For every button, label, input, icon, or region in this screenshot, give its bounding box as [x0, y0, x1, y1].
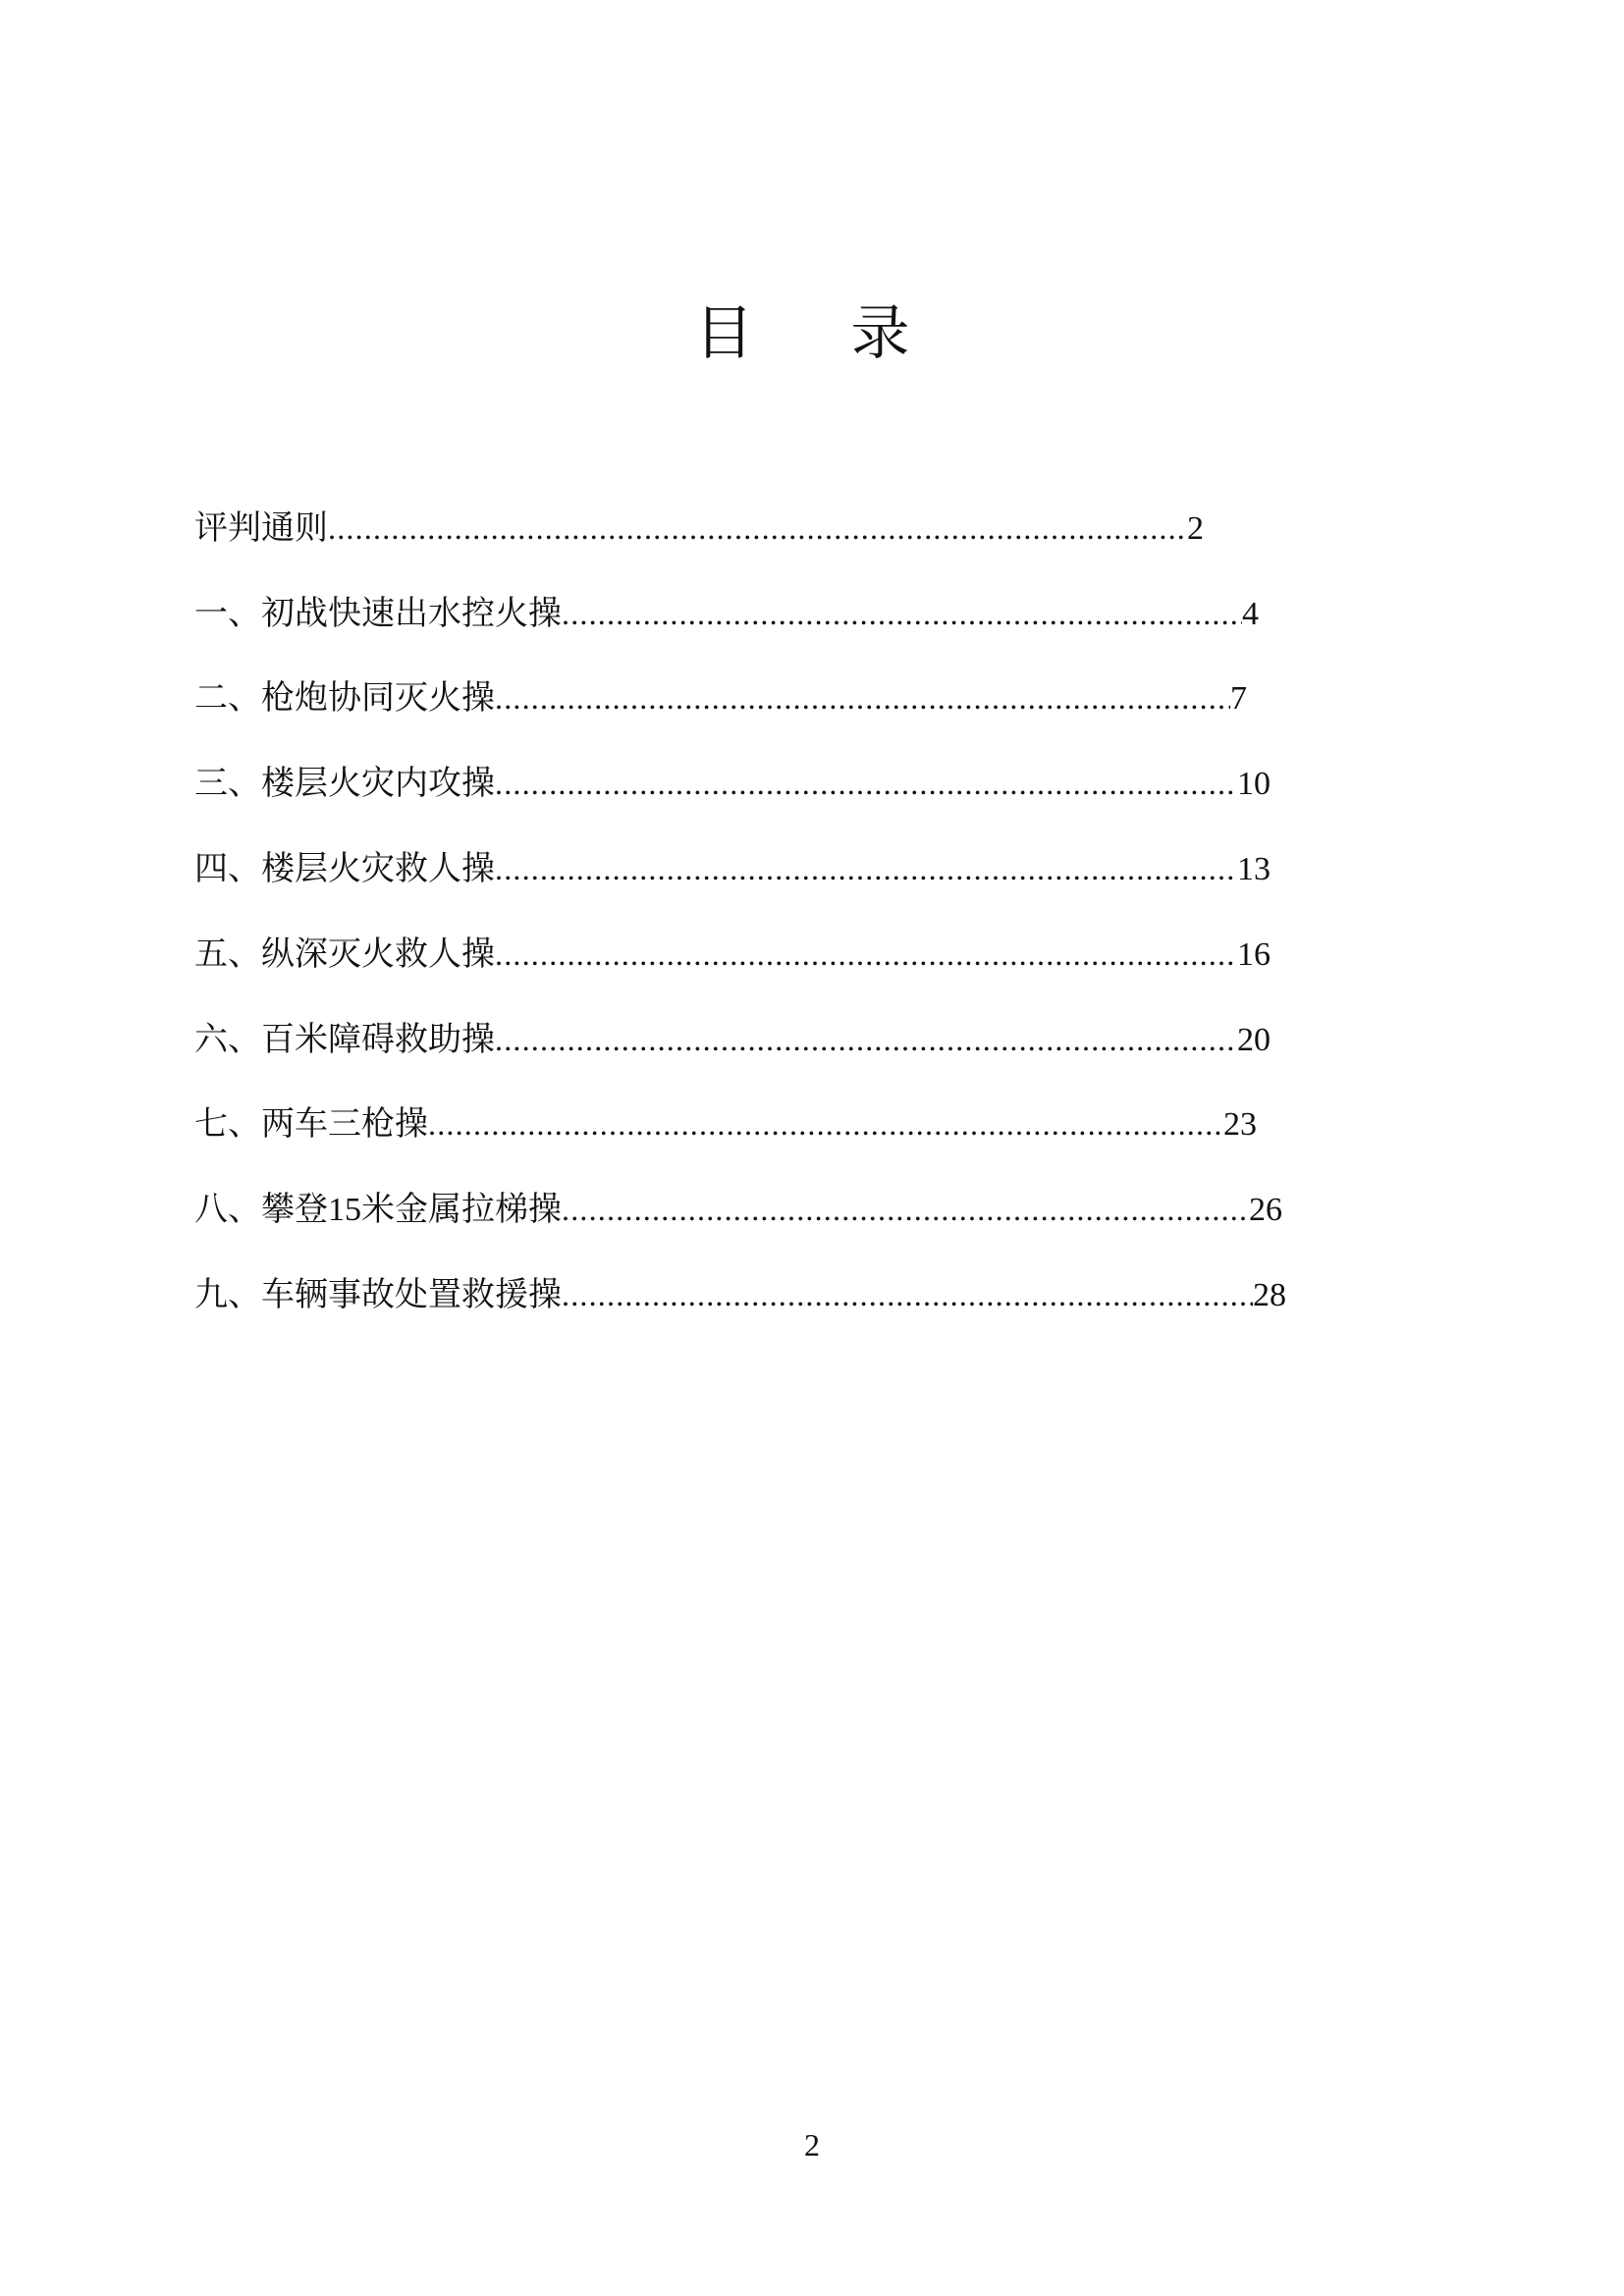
table-of-contents [194, 486, 1324, 1338]
toc-entry[interactable] [194, 1167, 1324, 1253]
toc-entry-page: 16 [1237, 935, 1271, 973]
toc-entry[interactable] [194, 1253, 1324, 1338]
toc-leader-dots [495, 844, 1237, 893]
toc-leader-dots [328, 504, 1187, 553]
toc-entry-label-number: 15 [328, 1192, 361, 1229]
toc-entry[interactable] [194, 657, 1324, 742]
toc-entry-page: 20 [1237, 1021, 1271, 1058]
toc-entry-label: 二、枪炮协同灭火操 [194, 678, 495, 719]
toc-entry-label: 七、两车三枪操 [194, 1104, 428, 1145]
toc-entry-label: 评判通则 [194, 507, 328, 548]
toc-entry-page: 2 [1187, 509, 1204, 547]
page-number: 2 [804, 2127, 820, 2163]
toc-entry-page: 4 [1242, 595, 1259, 632]
toc-entry[interactable] [194, 912, 1324, 997]
toc-leader-dots [562, 589, 1242, 638]
toc-entry-page: 23 [1223, 1106, 1257, 1144]
toc-entry-label: 三、楼层火灾内攻操 [194, 764, 495, 804]
toc-entry-page: 28 [1253, 1277, 1286, 1314]
toc-leader-dots [428, 1099, 1223, 1148]
toc-leader-dots [495, 673, 1230, 722]
toc-entry-label-prefix: 八、攀登 [194, 1190, 328, 1230]
toc-entry[interactable] [194, 741, 1324, 827]
toc-entry[interactable] [194, 1083, 1324, 1168]
toc-leader-dots [495, 930, 1237, 979]
page-title: 目 录 [694, 299, 949, 368]
toc-entry[interactable] [194, 827, 1324, 912]
toc-entry-page: 7 [1230, 680, 1247, 718]
toc-leader-dots [562, 1270, 1253, 1319]
toc-entry-label: 一、初战快速出水控火操 [194, 593, 562, 633]
toc-entry[interactable] [194, 486, 1324, 571]
toc-entry-label: 四、楼层火灾救人操 [194, 849, 495, 889]
toc-entry-label: 六、百米障碍救助操 [194, 1019, 495, 1059]
toc-entry-label [194, 1185, 562, 1235]
toc-entry[interactable] [194, 571, 1324, 657]
toc-entry-label-suffix: 米金属拉梯操 [361, 1190, 562, 1230]
toc-entry[interactable] [194, 997, 1324, 1083]
toc-leader-dots [495, 759, 1237, 808]
toc-leader-dots [562, 1185, 1249, 1234]
toc-entry-page: 10 [1237, 766, 1271, 803]
toc-entry-label: 五、纵深灭火救人操 [194, 934, 495, 974]
toc-leader-dots [495, 1015, 1237, 1064]
toc-entry-page: 13 [1237, 851, 1271, 888]
toc-entry-label: 九、车辆事故处置救援操 [194, 1275, 562, 1315]
toc-entry-page: 26 [1249, 1192, 1282, 1229]
